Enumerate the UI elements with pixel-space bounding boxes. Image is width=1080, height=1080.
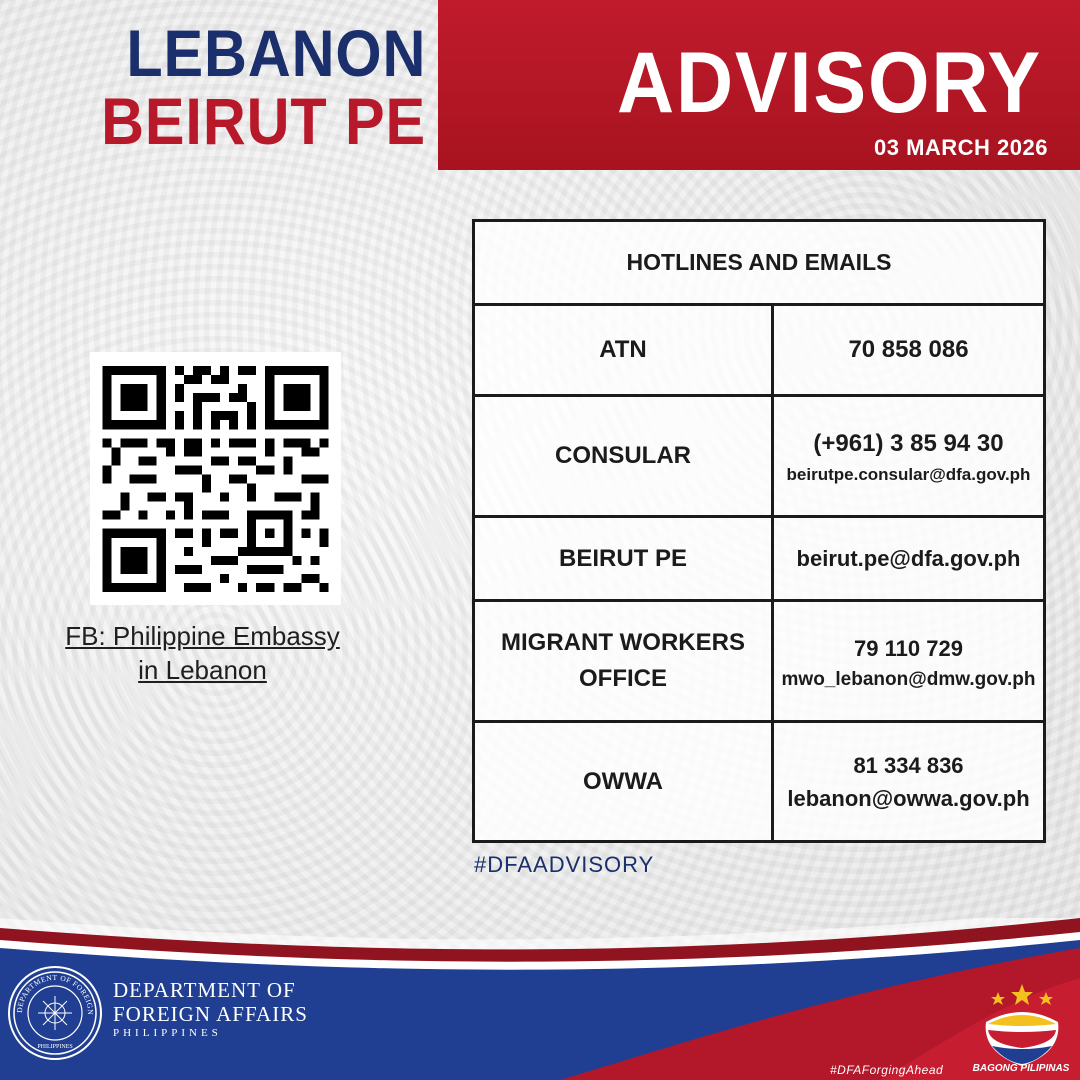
row-label: CONSULAR: [474, 396, 773, 517]
row-value: [773, 517, 1045, 601]
row-label: OWWA: [474, 722, 773, 842]
email-link[interactable]: beirut.pe@dfa.gov.ph: [796, 546, 1021, 571]
advisory-hashtag: #DFAADVISORY: [474, 852, 655, 877]
dept-name-line1: DEPARTMENT OF: [113, 978, 296, 1002]
campaign-hashtag: #DFAForgingAhead: [830, 1063, 944, 1077]
row-label: MIGRANT WORKERS OFFICE: [474, 601, 773, 722]
email-link[interactable]: mwo_lebanon@dmw.gov.ph: [781, 668, 1036, 690]
phone-number[interactable]: 79 110 729: [854, 635, 963, 661]
phone-number[interactable]: 70 858 086: [848, 336, 969, 364]
facebook-link-line1: FB: Philippine Embassy: [65, 621, 340, 651]
row-value: [773, 601, 1045, 722]
email-link[interactable]: beirutpe.consular@dfa.gov.ph: [786, 464, 1031, 484]
header-country: LEBANON: [126, 16, 426, 90]
header-post: BEIRUT PE: [101, 84, 426, 158]
qr-code-icon: [102, 366, 329, 592]
advisory-date: 03 MARCH 2026: [873, 135, 1048, 160]
hotlines-table: [472, 219, 1046, 843]
facebook-link[interactable]: [40, 620, 365, 688]
advisory-title: ADVISORY: [616, 35, 1042, 131]
qr-code[interactable]: [90, 352, 341, 605]
svg-text:DEPARTMENT OF FOREIGN AFFAIRS: DEPARTMENT OF FOREIGN: [14, 972, 96, 1016]
table-row: [474, 517, 1045, 601]
bagong-pilipinas-logo-icon: [978, 982, 1066, 1072]
dfa-seal: [8, 966, 102, 1060]
bagong-pilipinas-label: BAGONG PILIPINAS: [972, 1063, 1070, 1074]
table-row: [474, 396, 1045, 517]
phone-number[interactable]: (+961) 3 85 94 30: [813, 430, 1004, 458]
dept-name-line2: FOREIGN AFFAIRS: [113, 1002, 308, 1026]
dept-country: PHILIPPINES: [113, 1027, 222, 1039]
table-row: [474, 601, 1045, 722]
row-value: [773, 305, 1045, 396]
phone-number[interactable]: 81 334 836: [853, 752, 964, 778]
row-value: [773, 722, 1045, 842]
table-header-row: [474, 221, 1045, 305]
table-row: [474, 722, 1045, 842]
email-link[interactable]: lebanon@owwa.gov.ph: [787, 785, 1030, 811]
row-label: ATN: [474, 305, 773, 396]
svg-text:PHILIPPINES: PHILIPPINES: [37, 1044, 73, 1050]
dfa-seal-icon: [10, 968, 100, 1058]
facebook-link-line2: in Lebanon: [138, 654, 267, 685]
header-location: [0, 0, 438, 170]
row-value: [773, 396, 1045, 517]
table-row: [474, 305, 1045, 396]
table-header: HOTLINES AND EMAILS: [474, 221, 1045, 305]
bagong-pilipinas-logo: [978, 982, 1066, 1072]
row-label: BEIRUT PE: [474, 517, 773, 601]
header-banner: [438, 0, 1080, 170]
